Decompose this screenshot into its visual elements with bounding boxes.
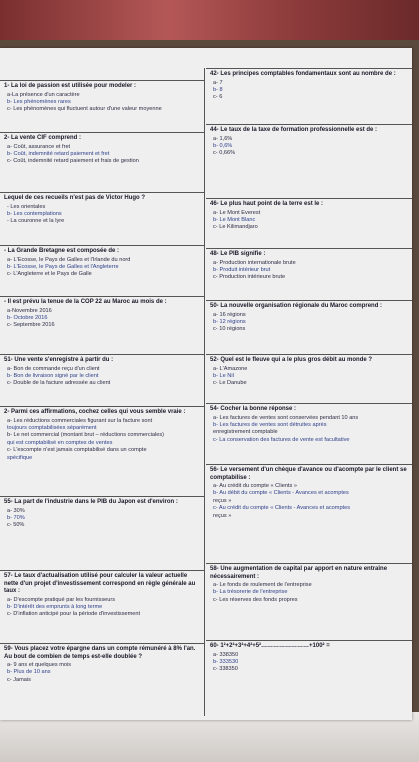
left-question-3 (0, 192, 204, 245)
answer-option[interactable]: b- 12 régions (213, 318, 246, 325)
background-top (0, 0, 419, 40)
answer-option[interactable]: c- L'Angleterre et le Pays de Galle (7, 271, 92, 278)
answer-option[interactable]: a- L'Amazone (213, 365, 248, 372)
question-text: 59- Vous placez votre épargne dans un compte rémunéré à 8% l'an. Au bout de combien de temps est-elle doublée ? (4, 646, 196, 660)
answer-option[interactable]: b- 0,6% (213, 142, 233, 149)
question-text: 2- La vente CIF comprend : (4, 135, 82, 141)
answer-option[interactable]: c- L'escompte n'est jamais comptabilisé dans un compte (7, 447, 147, 454)
answer-option[interactable]: qui est comptabilisé en comptes de ventes (7, 439, 113, 446)
answer-option[interactable]: c- 6 (213, 94, 223, 101)
right-question-3 (206, 198, 412, 248)
answer-option[interactable]: c- 0,66% (213, 150, 236, 157)
answer-option[interactable]: b- 333530 (213, 658, 239, 665)
answer-option[interactable]: a- Le Mont Everest (213, 209, 261, 216)
left-question-9 (0, 570, 204, 643)
question-text: 50- La nouvelle organisation régionale du Maroc comprend : (210, 303, 383, 309)
answer-option[interactable]: spécifique (7, 454, 33, 461)
right-question-10 (206, 640, 412, 713)
answer-option[interactable]: c- Coût, indemnité retard paiement et frais de gestion (7, 158, 139, 165)
answer-option[interactable]: a- Production internationale brute (213, 259, 296, 266)
answer-option[interactable]: b- Plus de 10 ans (7, 669, 51, 676)
answer-option[interactable]: b- Les contemplations (7, 210, 62, 217)
left-question-8 (0, 496, 204, 570)
answer-option[interactable]: b- Coût, indemnité retard paiement et fret (7, 150, 110, 157)
answer-option[interactable]: c- 338350 (213, 666, 238, 673)
answer-option[interactable]: reçus » (213, 497, 232, 504)
left-question-7 (0, 406, 204, 496)
answer-option[interactable]: c- 10 régions (213, 326, 246, 333)
question-text: 51- Une vente s'enregistre à partir du : (4, 357, 114, 363)
answer-option[interactable]: b- 8 (213, 86, 223, 93)
answer-option[interactable]: a- 30% (7, 507, 25, 514)
answer-option[interactable]: b- L'Ecosse, le Pays de Galles et l'Angleterre (7, 263, 119, 270)
right-question-4 (206, 248, 412, 300)
answer-option[interactable]: a- 9 ans et quelques mois (7, 662, 72, 668)
answer-option[interactable]: a-La présence d'un caractère (7, 91, 80, 98)
answer-option[interactable]: a- Les réductions commerciales figurant sur la facture sont (7, 417, 153, 424)
answer-option[interactable]: b- Les phénomènes rares (7, 98, 71, 105)
question-text: 58- Une augmentation de capital par apport en nature entraîne nécessairement : (210, 566, 388, 580)
question-text: 46- Le plus haut point de la terre est le : (210, 201, 324, 207)
answer-option[interactable]: c- Jamais (7, 676, 31, 683)
answer-option[interactable]: reçus » (213, 512, 232, 519)
question-text: 56- Le versement d'un chèque d'avance ou d'acompte par le client se comptabilise : (210, 467, 407, 481)
question-text: 54- Cocher la bonne réponse : (210, 406, 297, 412)
answer-option[interactable]: a- 338350 (213, 651, 239, 658)
right-column (206, 68, 412, 716)
answer-option[interactable]: c- Production intérieure brute (213, 274, 286, 281)
answer-option[interactable]: - La couronne et la lyre (7, 218, 65, 225)
left-question-5 (0, 296, 204, 354)
answer-option[interactable]: b- D'intérêt des emprunts à long terme (7, 603, 103, 610)
answer-option[interactable]: - Les orientales (7, 203, 46, 210)
question-text: - Il est prévu la tenue de la COP 22 au Maroc au mois de : (4, 299, 167, 305)
answer-option[interactable]: toujours comptabilisées séparément (7, 424, 97, 431)
answer-option[interactable]: c- Le Kilimandjaro (213, 224, 258, 231)
answer-option[interactable]: c- 50% (7, 522, 25, 529)
answer-option[interactable]: a- 1,6% (213, 135, 233, 142)
answer-option[interactable]: a- Les factures de ventes sont conservées pendant 10 ans (213, 414, 359, 421)
answer-option[interactable]: b- Les factures de ventes sont détruites après (213, 421, 327, 428)
left-question-1 (0, 80, 204, 132)
right-question-8 (206, 464, 412, 563)
answer-option[interactable]: a-Novembre 2016 (7, 307, 52, 314)
answer-option[interactable]: c- D'inflation anticipé pour la période d'investissement (7, 611, 141, 618)
question-text: 44- Le taux de la taxe de formation professionnelle est de : (210, 127, 378, 133)
answer-option[interactable]: a- D'escompte pratiqué par les fournisseurs (7, 596, 116, 603)
right-question-1 (206, 68, 412, 124)
right-question-9 (206, 563, 412, 640)
question-text: 2- Parmi ces affirmations, cochez celles qui vous semble vraie : (4, 409, 186, 415)
right-question-7 (206, 403, 412, 464)
exam-sheet (0, 48, 412, 720)
question-text: 55- La part de l'industrie dans le PIB du Japon est d'environ : (4, 499, 178, 505)
right-question-2 (206, 124, 412, 198)
right-question-6 (206, 354, 412, 403)
answer-option[interactable]: c- Les réserves des fonds propres (213, 596, 298, 603)
question-text: 52- Quel est le fleuve qui a le plus gros débit au monde ? (210, 357, 373, 363)
answer-option[interactable]: c- Double de la facture adressée au client (7, 380, 111, 387)
answer-option[interactable]: a- L'Ecosse, le Pays de Galles et l'Irlande du nord (7, 256, 131, 263)
question-text: 48- Le PIB signifie : (210, 251, 266, 257)
answer-option[interactable]: b- 70% (7, 514, 25, 521)
question-text: 60- 1²+2²+3²+4²+5²……………………+100² = (210, 643, 330, 649)
left-question-4 (0, 245, 204, 296)
left-column (0, 68, 205, 716)
answer-option[interactable]: b- Bon de livraison signé par le client (7, 372, 99, 379)
answer-option[interactable]: b- Produit intérieur brut (213, 266, 271, 273)
answer-option[interactable]: a- Le fonds de roulement de l'entreprise (213, 582, 312, 588)
left-question-10 (0, 643, 204, 713)
answer-option[interactable]: c- Au crédit du compte « Clients - Avances et acomptes (213, 505, 351, 512)
answer-option[interactable]: enregistrement comptable (213, 429, 278, 436)
answer-option[interactable]: a- Au crédit du compte « Clients » (213, 483, 297, 489)
left-question-6 (0, 354, 204, 406)
question-text: 42- Les principes comptables fondamentaux sont au nombre de : (210, 71, 396, 77)
answer-option[interactable]: c- La conservation des factures de vente est facultative (213, 436, 350, 443)
answer-option[interactable]: c- Le Danube (213, 380, 247, 387)
answer-option[interactable]: c- Les phénomènes qui fluctuent autour d'une valeur moyenne (7, 106, 162, 113)
answer-option[interactable]: b- Au débit du compte « Clients - Avances et acomptes (213, 490, 349, 497)
question-text: Lequel de ces recueils n'est pas de Victor Hugo ? (4, 195, 146, 201)
question-text: - La Grande Bretagne est composée de : (4, 248, 120, 254)
answer-option[interactable]: a- Coût, assurance et fret (7, 143, 71, 150)
answer-option[interactable]: b- Le net commercial (montant brut – réductions commerciales) (7, 432, 164, 439)
answer-option[interactable]: b- Le Mont Blanc (213, 216, 256, 223)
answer-option[interactable]: a- 16 régions (213, 311, 246, 318)
question-text: 57- Le taux d'actualisation utilisé pour calculer la valeur actuelle nette d'un projet d'investissement correspond en règle générale au taux : (4, 573, 196, 594)
answer-option[interactable]: b- Octobre 2016 (7, 314, 48, 321)
answer-option[interactable]: a- Bon de commande reçu d'un client (7, 365, 100, 372)
right-question-5 (206, 300, 412, 354)
question-text: 1- La loi de passion est utilisée pour modeler : (4, 83, 137, 89)
answer-option[interactable]: a- 7 (213, 79, 223, 86)
answer-option[interactable]: b- Le Nil (213, 372, 234, 379)
answer-option[interactable]: c- Septembre 2016 (7, 322, 55, 329)
answer-option[interactable]: b- La trésorerie de l'entreprise (213, 589, 288, 596)
left-question-2 (0, 132, 204, 192)
